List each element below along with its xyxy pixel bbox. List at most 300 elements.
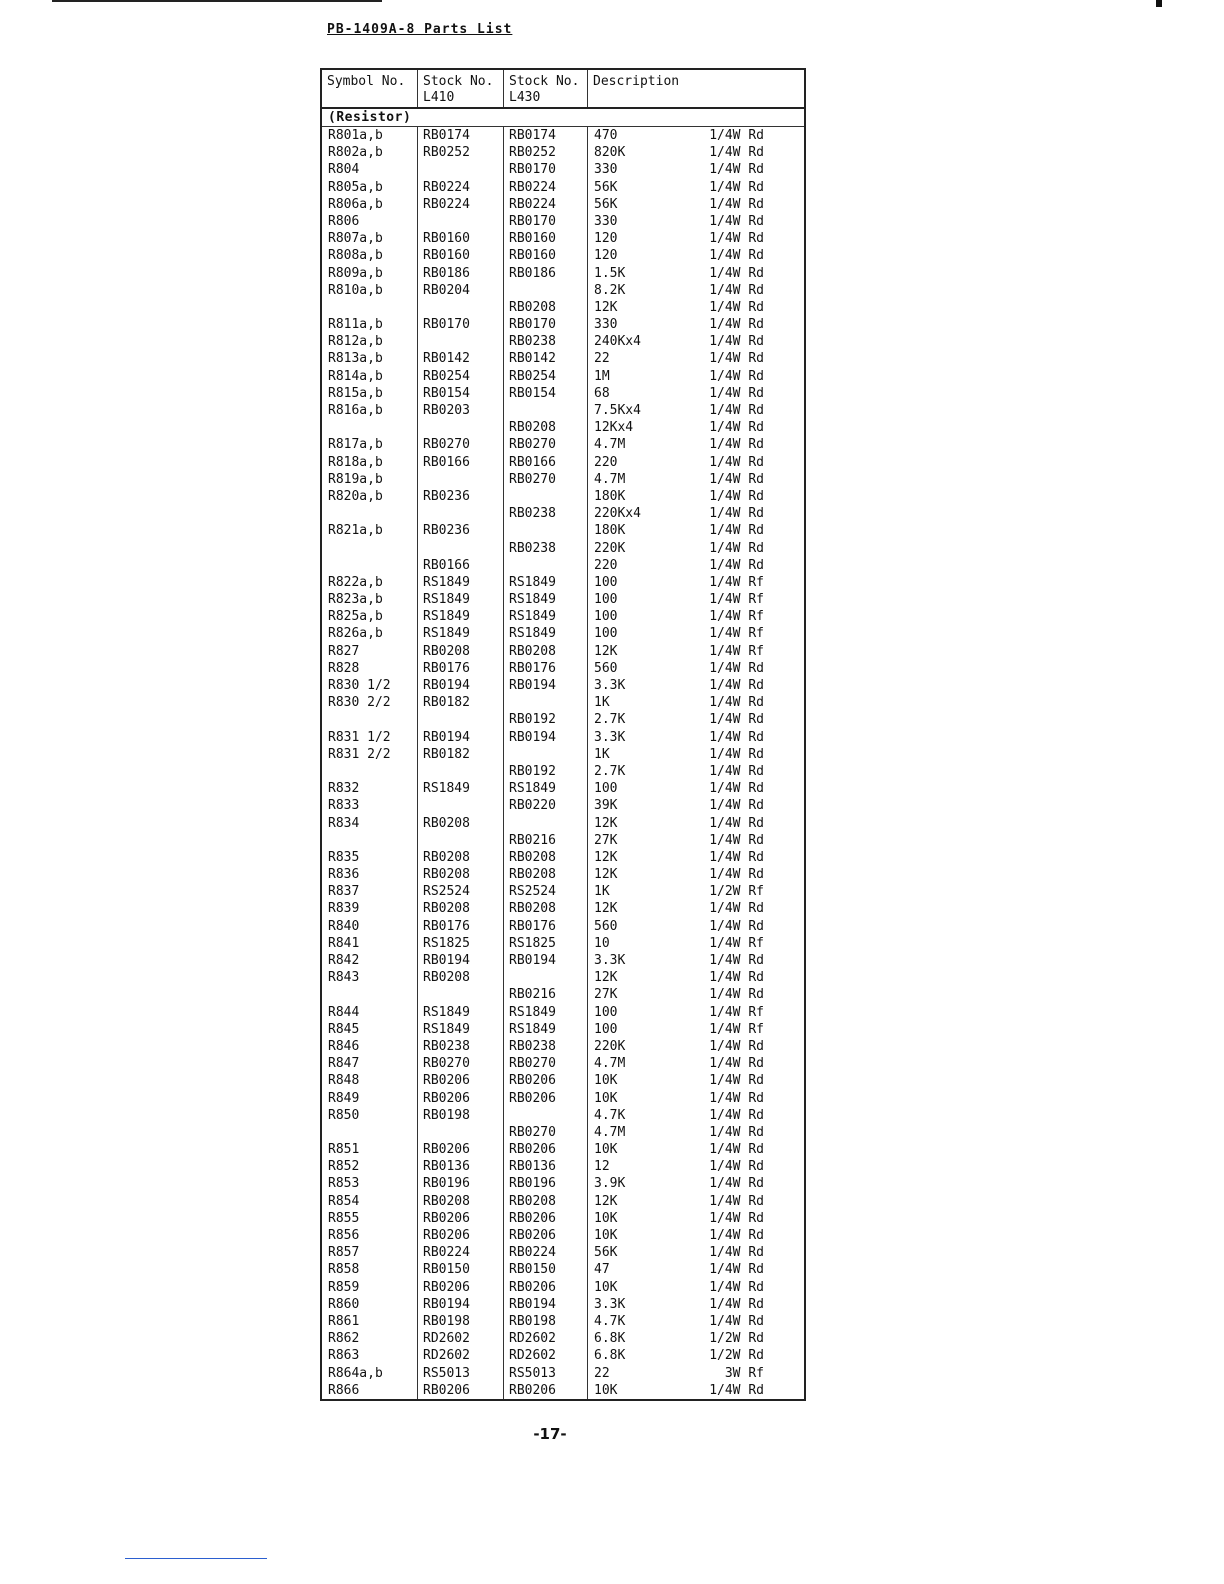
- stock-l410-cell: RB0224: [423, 196, 470, 212]
- stock-l430-cell: [504, 522, 588, 539]
- table-row: [322, 505, 804, 522]
- stock-l410-cell: RB0236: [423, 523, 470, 539]
- table-row: [322, 935, 804, 952]
- table-row: [322, 849, 804, 866]
- table-row: [322, 1279, 804, 1296]
- table-row: [322, 574, 804, 591]
- value-cell: 100: [594, 1021, 618, 1037]
- stock-l410-cell: RB0160: [423, 248, 470, 264]
- column-divider: [417, 127, 418, 1399]
- header-stock-label: Stock No.: [509, 74, 580, 89]
- header-symbol-label: Symbol No.: [327, 74, 406, 89]
- spec-cell: 1/4W Rd: [709, 265, 764, 281]
- table-row: [322, 1261, 804, 1278]
- stock-l410-cell: RB0194: [423, 1296, 470, 1312]
- spec-cell: 1/4W Rd: [709, 987, 764, 1003]
- value-cell: 12K: [594, 867, 618, 883]
- stock-l410-cell: RB0206: [423, 1279, 470, 1295]
- symbol-cell: R847: [328, 1056, 360, 1072]
- value-cell: 12K: [594, 299, 618, 315]
- stock-l410-cell: RB0208: [423, 867, 470, 883]
- table-row: [322, 643, 804, 660]
- symbol-cell: R862: [328, 1331, 360, 1347]
- value-cell: 2.7K: [594, 712, 626, 728]
- stock-l410-cell: RB0270: [423, 437, 470, 453]
- symbol-cell: R814a,b: [328, 368, 383, 384]
- value-cell: 4.7K: [594, 1313, 626, 1329]
- stock-l410-cell: [418, 333, 504, 350]
- value-cell: 3.3K: [594, 1296, 626, 1312]
- symbol-cell: R849: [328, 1090, 360, 1106]
- stock-l430-cell: RS1849: [509, 626, 556, 642]
- spec-cell: 1/4W Rd: [709, 695, 764, 711]
- stock-l430-cell: RB0206: [509, 1142, 556, 1158]
- column-divider: [503, 127, 504, 1399]
- stock-l430-cell: RB0174: [509, 128, 556, 143]
- stock-l430-cell: RB0198: [509, 1313, 556, 1329]
- stock-l430-cell: RB0194: [509, 953, 556, 968]
- stock-l410-cell: RS1825: [423, 935, 470, 951]
- symbol-cell: R830 2/2: [328, 695, 391, 711]
- stock-l430-cell: RS2524: [509, 884, 556, 900]
- spec-cell: 1/4W Rd: [709, 334, 764, 350]
- table-row: [322, 1296, 804, 1313]
- table-row: [322, 1055, 804, 1072]
- stock-l410-cell: RB0166: [423, 454, 470, 470]
- stock-l410-cell: RB0136: [423, 1159, 470, 1175]
- table-row: [322, 832, 804, 849]
- table-row: [322, 1330, 804, 1347]
- table-row: [322, 350, 804, 367]
- value-cell: 10K: [594, 1142, 618, 1158]
- value-cell: 68: [594, 385, 610, 401]
- symbol-cell: R836: [328, 867, 360, 883]
- value-cell: 1K: [594, 695, 610, 711]
- symbol-cell: R842: [328, 953, 360, 968]
- stock-l430-cell: RS1849: [509, 609, 556, 625]
- stock-l430-cell: RB0208: [509, 867, 556, 883]
- value-cell: 12: [594, 1159, 610, 1175]
- value-cell: 820K: [594, 145, 626, 161]
- stock-l410-cell: RB0254: [423, 368, 470, 384]
- stock-l430-cell: RB0206: [509, 1382, 556, 1398]
- value-cell: 220K: [594, 540, 626, 556]
- table-row: [322, 161, 804, 178]
- stock-l430-cell: [504, 282, 588, 299]
- symbol-cell: R855: [328, 1210, 360, 1226]
- stock-l410-cell: RB0174: [423, 128, 470, 143]
- table-row: [322, 1313, 804, 1330]
- stock-l410-cell: RB0194: [423, 953, 470, 968]
- value-cell: 240Kx4: [594, 334, 641, 350]
- value-cell: 10K: [594, 1090, 618, 1106]
- stock-l410-cell: RB0166: [423, 557, 470, 573]
- stock-l410-cell: RB0208: [423, 849, 470, 865]
- value-cell: 8.2K: [594, 282, 626, 298]
- stock-l430-cell: RB0154: [509, 385, 556, 401]
- stock-l430-cell: RB0208: [509, 1193, 556, 1209]
- value-cell: 560: [594, 660, 618, 676]
- symbol-cell: R808a,b: [328, 248, 383, 264]
- stock-l430-cell: [504, 815, 588, 832]
- value-cell: 12K: [594, 849, 618, 865]
- corner-mark: [1156, 0, 1162, 7]
- symbol-cell: R823a,b: [328, 592, 383, 608]
- symbol-cell: [322, 505, 418, 522]
- stock-l430-cell: RB0220: [509, 798, 556, 814]
- stock-l430-cell: RS1849: [509, 574, 556, 590]
- spec-cell: 1/4W Rd: [709, 1228, 764, 1243]
- spec-cell: 1/4W Rd: [709, 213, 764, 229]
- stock-l410-cell: [418, 505, 504, 522]
- value-cell: 220: [594, 454, 618, 470]
- symbol-cell: R845: [328, 1021, 360, 1037]
- symbol-cell: R851: [328, 1142, 360, 1158]
- spec-cell: 3W Rf: [724, 1365, 764, 1381]
- stock-l410-cell: [418, 540, 504, 557]
- stock-l410-cell: RB0196: [423, 1176, 470, 1192]
- table-row: [322, 488, 804, 505]
- spec-cell: 1/4W Rd: [709, 1176, 764, 1192]
- spec-cell: 1/4W Rd: [709, 282, 764, 298]
- spec-cell: 1/4W Rd: [709, 471, 764, 487]
- value-cell: 56K: [594, 179, 618, 195]
- symbol-cell: R853: [328, 1176, 360, 1192]
- stock-l410-cell: [418, 299, 504, 316]
- stock-l410-cell: [418, 1124, 504, 1141]
- symbol-cell: R807a,b: [328, 231, 383, 247]
- spec-cell: 1/2W Rf: [709, 884, 764, 900]
- stock-l430-cell: RS1849: [509, 1021, 556, 1037]
- value-cell: 100: [594, 592, 618, 608]
- page-title: PB-1409A-8 Parts List: [327, 22, 513, 37]
- spec-cell: 1/4W Rf: [709, 643, 764, 659]
- spec-cell: 1/4W Rf: [709, 592, 764, 608]
- stock-l430-cell: RB0166: [509, 454, 556, 470]
- stock-l430-cell: RB0136: [509, 1159, 556, 1175]
- stock-l410-cell: [418, 419, 504, 436]
- symbol-cell: R826a,b: [328, 626, 383, 642]
- stock-l410-cell: [418, 471, 504, 488]
- table-row: [322, 1365, 804, 1382]
- stock-l430-cell: RB0216: [509, 987, 556, 1003]
- table-row: [322, 471, 804, 488]
- top-rule: [52, 0, 382, 2]
- stock-l410-cell: RB0170: [423, 317, 470, 333]
- symbol-cell: R819a,b: [328, 471, 383, 487]
- symbol-cell: [322, 299, 418, 316]
- spec-cell: 1/4W Rd: [709, 1193, 764, 1209]
- stock-l410-cell: RB0142: [423, 351, 470, 367]
- spec-cell: 1/4W Rd: [709, 231, 764, 247]
- table-row: [322, 1158, 804, 1175]
- table-row: [322, 247, 804, 264]
- spec-cell: 1/4W Rd: [709, 196, 764, 212]
- value-cell: 1.5K: [594, 265, 626, 281]
- value-cell: 100: [594, 781, 618, 797]
- stock-l430-cell: [504, 402, 588, 419]
- value-cell: 4.7M: [594, 1124, 626, 1140]
- symbol-cell: R817a,b: [328, 437, 383, 453]
- stock-l430-cell: RB0238: [509, 540, 556, 556]
- value-cell: 56K: [594, 1245, 618, 1261]
- table-row: [322, 557, 804, 574]
- stock-l430-cell: RB0186: [509, 265, 556, 281]
- value-cell: 12K: [594, 815, 618, 831]
- value-cell: 100: [594, 626, 618, 642]
- spec-cell: 1/4W Rd: [709, 420, 764, 436]
- stock-l430-cell: RB0252: [509, 145, 556, 161]
- value-cell: 220Kx4: [594, 506, 641, 522]
- stock-l410-cell: [418, 797, 504, 814]
- stock-l410-cell: RB0176: [423, 660, 470, 676]
- symbol-cell: R839: [328, 901, 360, 917]
- symbol-cell: R844: [328, 1004, 360, 1020]
- spec-cell: 1/4W Rf: [709, 626, 764, 642]
- value-cell: 10: [594, 935, 610, 951]
- stock-l410-cell: [418, 986, 504, 1003]
- spec-cell: 1/4W Rd: [709, 1038, 764, 1054]
- stock-l410-cell: [418, 711, 504, 728]
- symbol-cell: R843: [328, 970, 360, 986]
- spec-cell: 1/4W Rd: [709, 162, 764, 178]
- spec-cell: 1/4W Rf: [709, 935, 764, 951]
- stock-l410-cell: RB0208: [423, 1193, 470, 1209]
- spec-cell: 1/4W Rd: [709, 1296, 764, 1312]
- stock-l430-cell: RB0206: [509, 1090, 556, 1106]
- stock-l410-cell: RS1849: [423, 781, 470, 797]
- value-cell: 27K: [594, 987, 618, 1003]
- spec-cell: 1/4W Rd: [709, 729, 764, 745]
- table-row: [322, 282, 804, 299]
- table-row: [322, 866, 804, 883]
- symbol-cell: [322, 540, 418, 557]
- table-row: [322, 883, 804, 900]
- table-row: [322, 711, 804, 728]
- stock-l430-cell: RB0160: [509, 231, 556, 247]
- symbol-cell: R828: [328, 660, 360, 676]
- stock-l430-cell: RB0224: [509, 179, 556, 195]
- spec-cell: 1/4W Rd: [709, 557, 764, 573]
- table-row: [322, 402, 804, 419]
- spec-cell: 1/4W Rd: [709, 678, 764, 693]
- stock-l410-cell: RB0206: [423, 1073, 470, 1089]
- symbol-cell: R832: [328, 781, 360, 797]
- table-body: [322, 127, 804, 1399]
- table-row: [322, 969, 804, 986]
- stock-l430-cell: RB0142: [509, 351, 556, 367]
- spec-cell: 1/2W Rd: [709, 1348, 764, 1364]
- value-cell: 3.3K: [594, 953, 626, 968]
- stock-l410-cell: RS2524: [423, 884, 470, 900]
- stock-l410-cell: RB0236: [423, 488, 470, 504]
- table-row: [322, 746, 804, 763]
- stock-l410-cell: RB0224: [423, 1245, 470, 1261]
- bottom-rule: [125, 1558, 267, 1559]
- symbol-cell: R863: [328, 1348, 360, 1364]
- value-cell: 2.7K: [594, 763, 626, 779]
- table-row: [322, 625, 804, 642]
- symbol-cell: R821a,b: [328, 523, 383, 539]
- stock-l410-cell: RB0270: [423, 1056, 470, 1072]
- stock-l430-cell: RB0208: [509, 643, 556, 659]
- symbol-cell: [322, 986, 418, 1003]
- header-stock-label: Stock No.: [423, 74, 494, 89]
- stock-l410-cell: RB0194: [423, 729, 470, 745]
- symbol-cell: R813a,b: [328, 351, 383, 367]
- spec-cell: 1/4W Rd: [709, 128, 764, 143]
- spec-cell: 1/4W Rd: [709, 763, 764, 779]
- table-row: [322, 265, 804, 282]
- stock-l430-cell: RB0192: [509, 712, 556, 728]
- stock-l410-cell: RD2602: [423, 1331, 470, 1347]
- symbol-cell: R822a,b: [328, 574, 383, 590]
- spec-cell: 1/2W Rd: [709, 1331, 764, 1347]
- value-cell: 100: [594, 1004, 618, 1020]
- stock-l430-cell: RB0194: [509, 678, 556, 693]
- spec-cell: 1/4W Rd: [709, 1090, 764, 1106]
- stock-l410-cell: RB0206: [423, 1382, 470, 1398]
- stock-l430-cell: RB0238: [509, 506, 556, 522]
- stock-l430-cell: RB0208: [509, 901, 556, 917]
- stock-l430-cell: RB0270: [509, 1056, 556, 1072]
- table-row: [322, 900, 804, 917]
- stock-l410-cell: [418, 832, 504, 849]
- stock-l430-cell: [504, 746, 588, 763]
- symbol-cell: R835: [328, 849, 360, 865]
- symbol-cell: R806a,b: [328, 196, 383, 212]
- symbol-cell: R812a,b: [328, 334, 383, 350]
- stock-l430-cell: RB0216: [509, 832, 556, 848]
- stock-l410-cell: RS1849: [423, 626, 470, 642]
- spec-cell: 1/4W Rf: [709, 609, 764, 625]
- value-cell: 12Kx4: [594, 420, 634, 436]
- spec-cell: 1/4W Rd: [709, 918, 764, 934]
- table-row: [322, 729, 804, 746]
- table-row: [322, 1347, 804, 1364]
- stock-l410-cell: RB0150: [423, 1262, 470, 1278]
- stock-l410-cell: [418, 763, 504, 780]
- symbol-cell: R859: [328, 1279, 360, 1295]
- value-cell: 220K: [594, 1038, 626, 1054]
- spec-cell: 1/4W Rd: [709, 1382, 764, 1398]
- symbol-cell: R815a,b: [328, 385, 383, 401]
- table-header: [322, 70, 804, 109]
- header-symbol: [322, 70, 418, 107]
- value-cell: 39K: [594, 798, 618, 814]
- value-cell: 10K: [594, 1210, 618, 1226]
- symbol-cell: R866: [328, 1382, 360, 1398]
- stock-l430-cell: RB0224: [509, 1245, 556, 1261]
- stock-l430-cell: RB0176: [509, 660, 556, 676]
- table-row: [322, 1107, 804, 1124]
- table-row: [322, 815, 804, 832]
- stock-l430-cell: RB0176: [509, 918, 556, 934]
- table-row: [322, 1072, 804, 1089]
- symbol-cell: [322, 711, 418, 728]
- value-cell: 1K: [594, 746, 610, 762]
- column-divider: [587, 127, 588, 1399]
- symbol-cell: [322, 419, 418, 436]
- spec-cell: 1/4W Rd: [709, 540, 764, 556]
- value-cell: 470: [594, 128, 618, 143]
- stock-l410-cell: RS1849: [423, 1021, 470, 1037]
- value-cell: 1M: [594, 368, 610, 384]
- spec-cell: 1/4W Rd: [709, 488, 764, 504]
- table-row: [322, 316, 804, 333]
- symbol-cell: R810a,b: [328, 282, 383, 298]
- stock-l430-cell: RB0208: [509, 420, 556, 436]
- stock-l430-cell: [504, 1107, 588, 1124]
- stock-l430-cell: RB0206: [509, 1228, 556, 1243]
- value-cell: 10K: [594, 1073, 618, 1089]
- value-cell: 56K: [594, 196, 618, 212]
- value-cell: 3.9K: [594, 1176, 626, 1192]
- symbol-cell: R837: [328, 884, 360, 900]
- table-row: [322, 677, 804, 694]
- value-cell: 12K: [594, 1193, 618, 1209]
- symbol-cell: R804: [328, 162, 360, 178]
- table-row: [322, 540, 804, 557]
- stock-l430-cell: RB0270: [509, 437, 556, 453]
- value-cell: 10K: [594, 1228, 618, 1243]
- header-description: [588, 70, 804, 107]
- value-cell: 6.8K: [594, 1348, 626, 1364]
- symbol-cell: R830 1/2: [328, 678, 391, 693]
- stock-l410-cell: RB0160: [423, 231, 470, 247]
- table-row: [322, 1227, 804, 1244]
- symbol-cell: R860: [328, 1296, 360, 1312]
- table-row: [322, 952, 804, 969]
- stock-l410-cell: RB0208: [423, 643, 470, 659]
- spec-cell: 1/4W Rd: [709, 1142, 764, 1158]
- stock-l430-cell: [504, 969, 588, 986]
- spec-cell: 1/4W Rd: [709, 1262, 764, 1278]
- spec-cell: 1/4W Rd: [709, 798, 764, 814]
- spec-cell: 1/4W Rf: [709, 1004, 764, 1020]
- value-cell: 100: [594, 574, 618, 590]
- stock-l410-cell: RB0194: [423, 678, 470, 693]
- stock-l430-cell: RS1849: [509, 592, 556, 608]
- stock-l430-cell: RB0192: [509, 763, 556, 779]
- stock-l410-cell: RS1849: [423, 592, 470, 608]
- stock-l430-cell: RB0206: [509, 1210, 556, 1226]
- symbol-cell: R820a,b: [328, 488, 383, 504]
- stock-l410-cell: RB0206: [423, 1090, 470, 1106]
- stock-l410-cell: RB0198: [423, 1313, 470, 1329]
- table-row: [322, 780, 804, 797]
- value-cell: 10K: [594, 1382, 618, 1398]
- stock-l410-cell: RB0208: [423, 901, 470, 917]
- spec-cell: 1/4W Rd: [709, 660, 764, 676]
- stock-l410-cell: RB0186: [423, 265, 470, 281]
- symbol-cell: R846: [328, 1038, 360, 1054]
- stock-l430-cell: RB0194: [509, 729, 556, 745]
- spec-cell: 1/4W Rd: [709, 1056, 764, 1072]
- stock-l430-cell: RB0224: [509, 196, 556, 212]
- symbol-cell: R825a,b: [328, 609, 383, 625]
- stock-l410-cell: RB0182: [423, 746, 470, 762]
- spec-cell: 1/4W Rd: [709, 867, 764, 883]
- table-row: [322, 763, 804, 780]
- value-cell: 3.3K: [594, 729, 626, 745]
- symbol-cell: [322, 1124, 418, 1141]
- stock-l430-cell: RB0206: [509, 1073, 556, 1089]
- value-cell: 330: [594, 213, 618, 229]
- spec-cell: 1/4W Rd: [709, 145, 764, 161]
- symbol-cell: R834: [328, 815, 360, 831]
- spec-cell: 1/4W Rd: [709, 437, 764, 453]
